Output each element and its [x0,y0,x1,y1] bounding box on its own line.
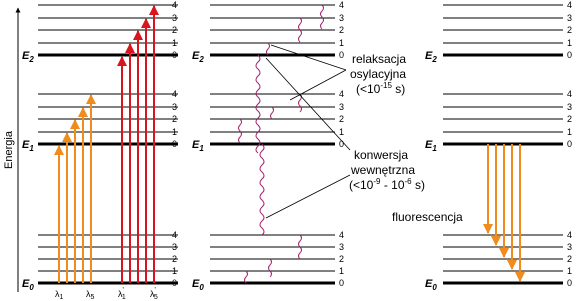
svg-text:4: 4 [172,0,178,10]
lambda-5-prime-label: λ' 5 [150,287,158,301]
level-numbers-panel-2 [339,0,344,288]
state-labels-panel-1 [22,50,34,292]
svg-text:1: 1 [172,38,178,48]
svg-text:1: 1 [567,38,573,48]
svg-text:4: 4 [172,230,178,240]
svg-text:(<10-9 - 10-6 s): ($<10^{-9} - 10^{-6}$ s) [349,177,425,192]
state-label-e2: $E_2$ [192,50,204,64]
panel-relaxation-levels [210,5,335,283]
energy-axis-label: Energia [3,131,15,169]
svg-text:wewnętrzna: wewnętrzna [351,163,416,177]
svg-text:2: 2 [172,114,178,124]
svg-text:2: 2 [172,25,178,35]
svg-text:4: 4 [339,0,345,10]
state-labels-panel-3 [425,50,437,292]
svg-text:4: 4 [567,89,573,99]
internal-conversion-wave [260,144,264,235]
vibrational-relaxation-wave [321,5,324,29]
state-label-e2: $E_2$ [425,50,437,64]
lambda-1-label: $\lambda_1$ [55,289,64,301]
lambda-1-prime-label: λ' 1 [118,287,126,301]
state-label-e0: $E_0$ [22,278,34,292]
svg-text:3: 3 [172,242,178,252]
lambda-5-label: $\lambda_5$ [86,289,95,301]
wavelength-labels [55,287,158,301]
svg-text:1: 1 [172,127,178,137]
svg-text:2: 2 [567,25,573,35]
vibrational-relaxation-wave [269,259,272,277]
svg-text:(<10-15 s): ($<10^{-15}$ s) [356,81,406,96]
svg-text:2: 2 [567,114,573,124]
svg-text:4: 4 [339,89,345,99]
vibrational-relaxation-wave [267,43,270,55]
svg-text:2: 2 [339,25,345,35]
svg-text:2: 2 [339,254,345,264]
state-label-e0: $E_0$ [425,278,437,292]
annotation-relaxation [350,52,406,96]
svg-text:4: 4 [567,230,573,240]
svg-text:3: 3 [567,242,573,252]
svg-text:0: 0 [172,50,178,60]
fluorescence-arrows [488,144,520,281]
vibrational-relaxation-wave [245,271,248,283]
state-label-e2: $E_2$ [22,50,34,64]
svg-text:0: 0 [567,278,573,288]
svg-text:4: 4 [172,89,178,99]
svg-text:0: 0 [339,139,345,149]
svg-text:3: 3 [172,13,178,23]
svg-text:0: 0 [172,139,178,149]
state-label-e1: $E_1$ [425,139,437,153]
svg-text:1: 1 [339,127,345,137]
svg-text:1: 1 [567,127,573,137]
svg-text:konwersja: konwersja [354,148,409,162]
absorption-arrows-e1 [59,95,91,283]
level-numbers-panel-1 [172,0,177,288]
svg-text:4: 4 [567,0,573,10]
svg-text:0: 0 [567,139,573,149]
svg-text:2: 2 [567,254,573,264]
state-labels-panel-2 [192,50,204,292]
level-numbers-panel-3 [567,0,572,288]
svg-text:relaksacja: relaksacja [352,52,407,66]
svg-text:2: 2 [172,254,178,264]
vibrational-relaxation-wave [239,119,242,143]
svg-text:3: 3 [172,102,178,112]
annotation-internal-conversion [349,148,425,192]
svg-text:3: 3 [339,102,345,112]
svg-text:2: 2 [339,114,345,124]
state-label-e1: $E_1$ [192,139,204,153]
svg-text:0: 0 [339,278,345,288]
svg-text:0: 0 [339,50,345,60]
svg-text:1: 1 [339,38,345,48]
svg-text:1: 1 [172,266,178,276]
internal-conversion-wave [256,55,260,153]
svg-text:4: 4 [339,230,345,240]
annotation-fluorescence: fluorescencja [392,210,463,224]
svg-text:3: 3 [339,13,345,23]
svg-text:3: 3 [567,102,573,112]
svg-text:osylacyjna: osylacyjna [350,67,407,81]
svg-text:1: 1 [339,266,345,276]
svg-text:1: 1 [567,266,573,276]
svg-text:3: 3 [567,13,573,23]
vibrational-relaxation-wave [271,107,274,119]
state-label-e1: $E_1$ [22,139,34,153]
svg-text:0: 0 [172,278,178,288]
svg-text:3: 3 [339,242,345,252]
state-label-e0: $E_0$ [192,278,204,292]
svg-text:0: 0 [567,50,573,60]
